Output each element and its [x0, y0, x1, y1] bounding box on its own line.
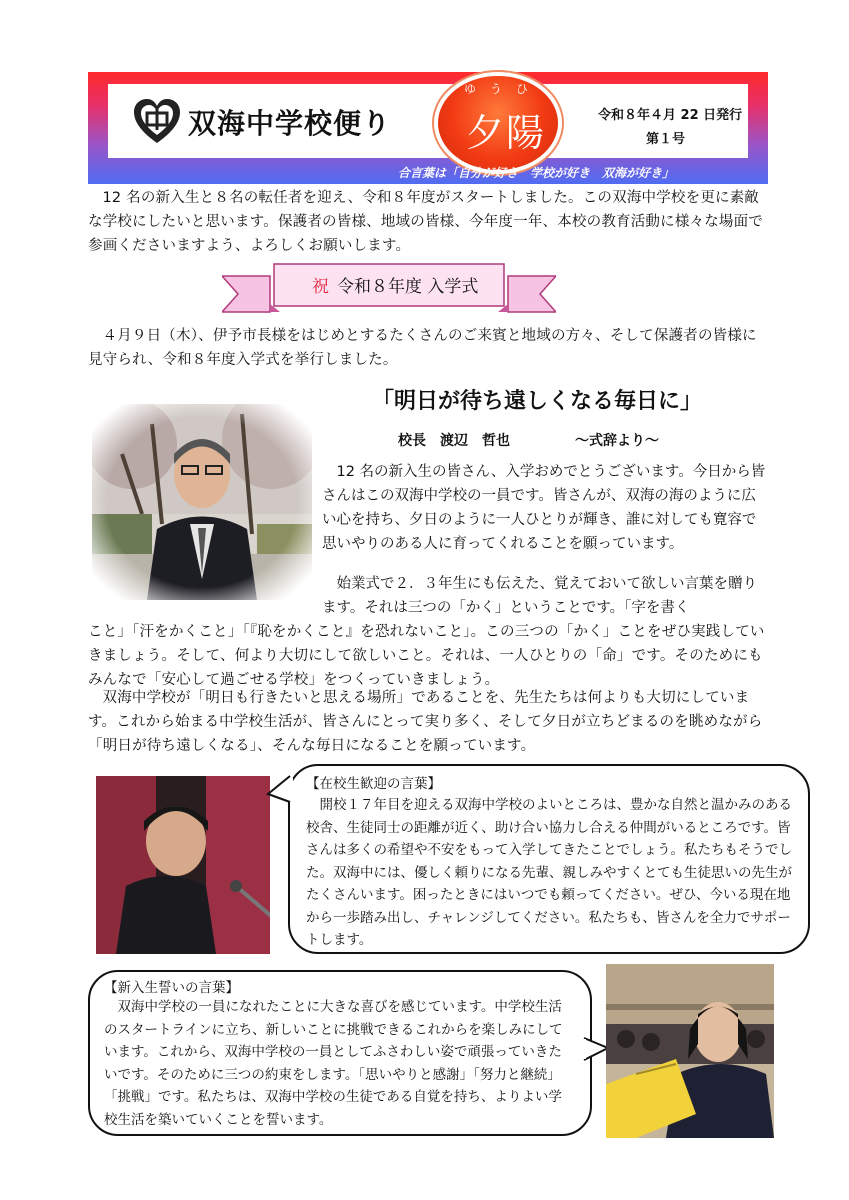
address-headline: 「明日が待ち遠しくなる毎日に」 [372, 389, 703, 414]
issue-date: 令和８年４月 22 日発行 [598, 108, 743, 123]
masthead-ruby: ゆうひ [464, 82, 543, 96]
address-paragraph-2: 始業式で２．３年生にも伝えた、覚えておいて欲しい言葉を贈ります。それは三つの「かく」ということです。「字を書く [322, 576, 757, 616]
student-speaker-photo [96, 776, 270, 954]
pledge-text: 双海中学校の一員になれたことに大きな喜びを感じています。中学校生活のスタートラインに立ち、新しいことに挑戦できるこれからを楽しみにしています。これから、双海中学校の一員としてふさわしい姿で頑張っていきたいです。そのために三つの約束をします。「思いやりと感謝」「努力と継続」「挑戦」です。私たちは、双海中学校の生徒である自覚を持ち、よりよい学校生活を築いていくことを誓います。 [104, 999, 563, 1128]
masthead-inner [108, 84, 748, 158]
principal-photo [92, 404, 312, 600]
welcome-title: 【在校生歓迎の言葉】 [306, 776, 441, 792]
ribbon-label: 令和８年度 入学式 [337, 277, 479, 297]
welcome-text: 開校１７年目を迎える双海中学校のよいところは、豊かな自然と温かみのある校舎、生徒同士の距離が近く、助け合い協力し合える仲間がいるところです。皆さんは多くの希望や不安をもって入学してきたことでしょう。私たちもそうでした。双海中には、優しく頼りになる先輩、親しみやすくとても生徒思いの先生がたくさんいます。困ったときにはいつでも頼ってください。ぜひ、今いる現在地から一歩踏み出し、チャレンジしてください。私たちも、皆さんを全力でサポートします。 [306, 797, 792, 948]
masthead-title: 夕陽 [466, 111, 547, 155]
address-paragraph-2-continued: こと」「汗をかくこと」「『恥をかくこと』を恐れないこと」。この三つの「かく」ことをぜひ実践していきましょう。そして、何より大切にして欲しいこと。それは、一人ひとりの「命」です。そのためにもみんなで「安心して過ごせる学校」をつくっていきましょう。 [88, 624, 765, 688]
newsletter-title: 双海中学校便り [188, 107, 392, 140]
ceremony-paragraph: ４月９日（木）、伊予市長様をはじめとするたくさんのご来賓と地域の方々、そして保護者の皆様に見守られ、令和８年度入学式を挙行しました。 [88, 328, 757, 368]
intro-paragraph: 12 名の新入生と８名の転任者を迎え、令和８年度がスタートしました。この双海中学校を更に素敵な学校にしたいと思います。保護者の皆様、地域の皆様、今年度一年、本校の教育活動に様々な場面で参画くださいますよう、よろしくお願いします。 [88, 190, 764, 254]
address-paragraph-1: 12 名の新入生の皆さん、入学おめでとうございます。今日から皆さんはこの双海中学校の一員です。皆さんが、双海の海のように広い心を持ち、夕日のように一人ひとりが輝き、誰に対しても寛容で思いやりのある人に育ってくれることを願っています。 [322, 464, 766, 552]
address-speaker: 校長 渡辺 哲也 [398, 433, 510, 449]
address-paragraph-3: 双海中学校が「明日も行きたいと思える場所」であることを、先生たちは何よりも大切にしています。これから始まる中学校生活が、皆さんにとって実り多く、そして夕日が立ちどまるのを眺めながら「明日が待ち遠しくなる」、そんな毎日になることを願っています。 [88, 690, 763, 754]
issue-number: 第１号 [646, 132, 686, 147]
new-student-photo [606, 964, 774, 1138]
school-logo-icon [132, 97, 182, 145]
masthead-banner [88, 72, 768, 184]
school-motto: 合言葉は「自分が好き 学校が好き 双海が好き」 [398, 166, 675, 180]
address-source: ～式辞より～ [575, 433, 659, 449]
pledge-title: 【新入生誓いの言葉】 [104, 980, 239, 996]
ribbon-title [312, 272, 478, 297]
welcome-bubble-tail [266, 772, 306, 812]
ribbon-mark: 祝 [312, 277, 329, 297]
